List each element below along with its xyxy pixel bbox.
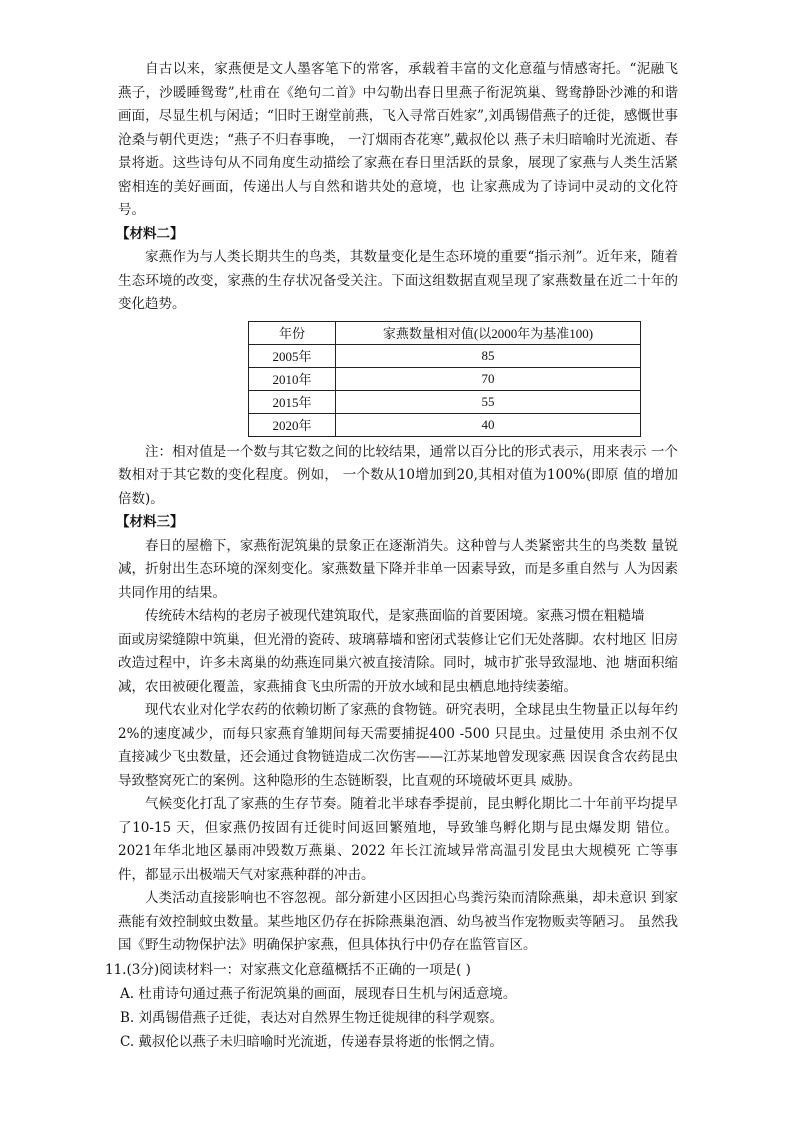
material3-heading: 【材料三】	[116, 514, 184, 530]
question-11: 11.(3分)阅读材料一：对家燕文化意蕴概括不正确的一项是( )	[105, 961, 471, 978]
table-cell-value: 70	[336, 367, 641, 390]
table-cell-year: 2015年	[249, 390, 336, 413]
material3-paragraph: 面或房梁缝隙中筑巢，但光滑的瓷砖、玻璃幕墙和密闭式装修让它们无处落脚。农村地区 旧房改造过程中，许多未离巢的幼燕连同巢穴被直接清除。同时，城市扩张导致湿地、池 塘面积缩减，农田被硬化覆盖，家燕捕食飞虫所需的开放水域和昆虫栖息地持续萎缩。	[118, 631, 678, 695]
material3-paragraph: 现代农业对化学农药的依赖切断了家燕的食物链。研究表明，全球昆虫生物量正以每年约2%的速度减少，而每只家燕育雏期间每天需要捕捉400 -500 只昆虫。过量使用 杀虫剂不仅直接减少飞虫数量，还会通过食物链造成二次伤害——江苏某地曾发现家燕 因误食含农药昆虫导致整窝死亡的案例。这种隐形的生态链断裂，比直观的环境破坏更具 威胁。	[118, 702, 678, 789]
table-cell-year: 2005年	[249, 344, 336, 367]
material2-heading: 【材料二】	[116, 225, 184, 242]
option-c[interactable]: C. 戴叔伦以燕子未归暗喻时光流逝，传递春景将逝的怅惘之情。	[120, 1033, 503, 1050]
table-row	[249, 413, 641, 436]
option-a[interactable]: A. 杜甫诗句通过燕子衔泥筑巢的画面，展现春日生机与闲适意境。	[120, 985, 517, 1002]
material3-paragraph: 气候变化打乱了家燕的生存节奏。随着北半球春季提前，昆虫孵化期比二十年前平均提早了10-15 天，但家燕仍按固有迁徙时间返回繁殖地，导致雏鸟孵化期与昆虫爆发期 错位。2021年华北地区暴雨冲毁数万燕巢、2022 年长江流域异常高温引发昆虫大规模死 亡等事件，都显示出极端天气对家燕种群的冲击。	[118, 796, 678, 883]
table-header-value: 家燕数量相对值(以2000年为基准100)	[336, 321, 641, 344]
material1-paragraph: 自古以来，家燕便是文人墨客笔下的常客，承载着丰富的文化意蕴与情感寄托。“泥融飞燕子，沙暖睡鸳鸯”,杜甫在《绝句二首》中勾勒出春日里燕子衔泥筑巢、鸳鸯静卧沙滩的和谐画面，尽显生机与闲适；“旧时王谢堂前燕，飞入寻常百姓家”,刘禹锡借燕子的迁徙，感慨世事沧桑与朝代更迭；“燕子不归春事晚， 一汀烟雨杏花寒”,戴叔伦以 燕子未归暗喻时光流逝、春景将逝。这些诗句从不同角度生动描绘了家燕在春日里活跃的景象，展现了家燕与人类生活紧密相连的美好画面，传递出人与自然和谐共处的意境，也 让家燕成为了诗词中灵动的文化符号。	[118, 61, 678, 218]
table-row	[249, 367, 641, 390]
option-b[interactable]: B. 刘禹锡借燕子迁徙，表达对自然界生物迁徙规律的科学观察。	[120, 1009, 504, 1026]
table-header-row	[249, 321, 641, 344]
material3-paragraph: 传统砖木结构的老房子被现代建筑取代，是家燕面临的首要困境。家燕习惯在粗糙墙	[145, 608, 645, 624]
document-page	[105, 58, 678, 1054]
table-cell-year: 2010年	[249, 367, 336, 390]
material3-paragraph: 春日的屋檐下，家燕衔泥筑巢的景象正在逐渐消失。这种曾与人类紧密共生的鸟类数 量锐减，折射出生态环境的深刻变化。家燕数量下降并非单一因素导致，而是多重自然与 人为因素共同作用的结果。	[118, 537, 678, 601]
table-row	[249, 390, 641, 413]
table-cell-value: 40	[336, 413, 641, 436]
table-note: 注：相对值是一个数与其它数之间的比较结果，通常以百分比的形式表示，用来表示 一个数相对于其它数的变化程度。例如， 一个数从10增加到20,其相对值为100%(即原 值的增加倍数)。	[118, 443, 678, 507]
table-cell-year: 2020年	[249, 413, 336, 436]
swallow-count-table	[248, 321, 641, 437]
table-cell-value: 55	[336, 390, 641, 413]
table-cell-value: 85	[336, 344, 641, 367]
table-header-year: 年份	[249, 321, 336, 344]
table-row	[249, 344, 641, 367]
material2-paragraph: 家燕作为与人类长期共生的鸟类，其数量变化是生态环境的重要“指示剂”。近年来，随着生态环境的改变，家燕的生存状况备受关注。下面这组数据直观呈现了家燕数量在近二十年的变化趋势。	[118, 249, 678, 312]
material3-paragraph: 人类活动直接影响也不容忽视。部分新建小区因担心鸟粪污染而清除燕巢，却未意识 到家燕能有效控制蚊虫数量。某些地区仍存在拆除燕巢泡酒、幼鸟被当作宠物贩卖等陋习。 虽然我国《野生动物保护法》明确保护家燕，但具体执行中仍存在监管盲区。	[118, 890, 678, 953]
